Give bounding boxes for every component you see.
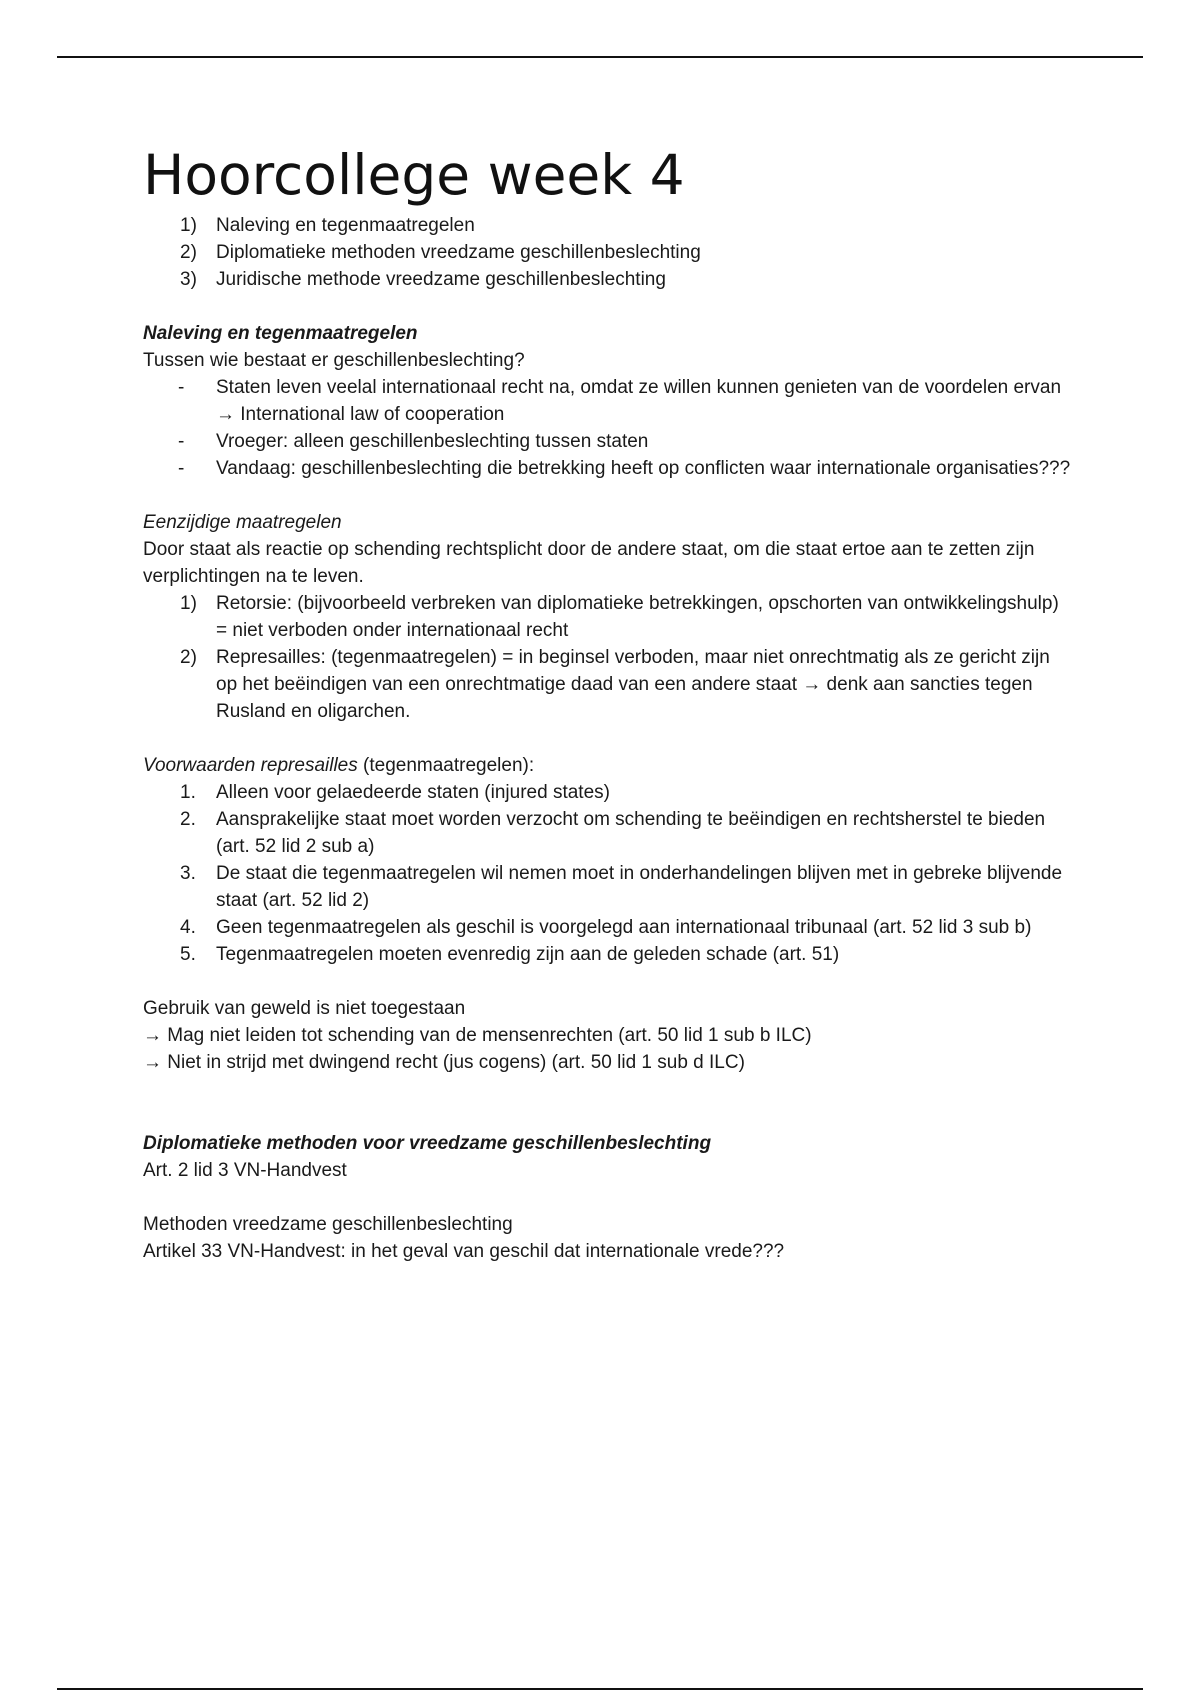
toc-item: 3) Juridische methode vreedzame geschillenbeslechting (180, 269, 666, 290)
section-subheading: Methoden vreedzame geschillenbeslechting (143, 1214, 513, 1235)
article-reference: Art. 2 lid 3 VN-Handvest (143, 1160, 347, 1181)
list-item: 1) Retorsie: (bijvoorbeeld verbreken van diplomatieke betrekkingen, opschorten van ontwikkelingshulp) = niet verboden onder internationaal recht (180, 593, 1059, 641)
list-item: 2. Aansprakelijke staat moet worden verzocht om schending te beëindigen en rechtsherstel te bieden (art. 52 lid 2 sub a) (180, 809, 1046, 857)
list-item: - Vroeger: alleen geschillenbeslechting tussen staten (178, 431, 649, 452)
list-item: 1. Alleen voor gelaedeerde staten (injured states) (180, 782, 610, 803)
list-item: 3. De staat die tegenmaatregelen wil nemen moet in onderhandelingen blijven met in gebreke blijvende staat (art. 52 lid 2) (180, 863, 1063, 911)
numbered-list (143, 590, 1073, 725)
header-rule (57, 56, 1143, 58)
article-reference: Artikel 33 VN-Handvest: in het geval van geschil dat internationale vrede??? (143, 1241, 785, 1262)
force-note: → Niet in strijd met dwingend recht (jus cogens) (art. 50 lid 1 sub d ILC) (143, 1052, 745, 1073)
toc-list (143, 212, 1073, 293)
section-intro: Door staat als reactie op schending rechtsplicht door de andere staat, om die staat ertoe aan te zetten zijn verplichtingen na te leven. (143, 539, 1035, 587)
list-item: 4. Geen tegenmaatregelen als geschil is voorgelegd aan internationaal tribunaal (art. 52 lid 3 sub b) (180, 917, 1032, 938)
section-heading-eenzijdig: Eenzijdige maatregelen (143, 512, 342, 533)
section-heading-naleving: Naleving en tegenmaatregelen (143, 323, 418, 344)
footer-rule (57, 1688, 1143, 1690)
list-item: - Staten leven veelal internationaal recht na, omdat ze willen kunnen genieten van de voordelen ervan → International law of cooperation (178, 377, 1062, 425)
toc-item: 1) Naleving en tegenmaatregelen (180, 215, 475, 236)
list-item: 2) Represailles: (tegenmaatregelen) = in beginsel verboden, maar niet onrechtmatig als ze gericht zijn op het beëindigen van een onrechtmatige daad van een andere staat → denk aan sancties tegen Rusland en oligarchen. (180, 647, 1050, 722)
bullet-list (143, 374, 1073, 482)
list-item: - Vandaag: geschillenbeslechting die betrekking heeft op conflicten waar internationale organisaties??? (178, 458, 1071, 479)
toc-item: 2) Diplomatieke methoden vreedzame geschillenbeslechting (180, 242, 701, 263)
page-title: Hoorcollege week 4 (143, 143, 685, 207)
section-question: Tussen wie bestaat er geschillenbeslechting? (143, 350, 525, 371)
section-heading-voorwaarden: Voorwaarden represailles (tegenmaatregelen): (143, 755, 535, 776)
section-heading-diplomatiek: Diplomatieke methoden voor vreedzame geschillenbeslechting (143, 1133, 712, 1154)
document-page (143, 140, 1073, 1265)
force-note: → Mag niet leiden tot schending van de mensenrechten (art. 50 lid 1 sub b ILC) (143, 1025, 812, 1046)
conditions-list (143, 779, 1073, 968)
list-item: 5. Tegenmaatregelen moeten evenredig zijn aan de geleden schade (art. 51) (180, 944, 840, 965)
force-statement: Gebruik van geweld is niet toegestaan (143, 998, 466, 1019)
